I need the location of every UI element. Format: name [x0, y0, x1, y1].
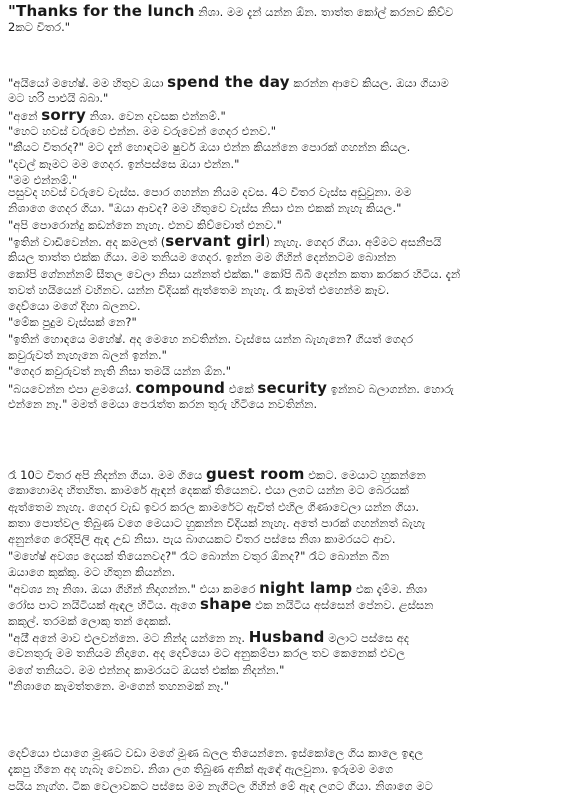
body-text: කියල තාත්ත එක්ක ගියා. මම තනියම ගෙදර. ඉන්න මම ගිහින් දෙන්නටම බොන්න	[8, 250, 396, 265]
body-text: "මේක පුදුම වැස්සක් නෙ?"	[8, 315, 137, 330]
text-line	[8, 74, 564, 91]
body-text: "අවශ්‍ය නෑ නිශා. ඔයා ගිහින් නිදාගන්න." එයා කමරෙ	[8, 582, 260, 597]
emphasis-text: guest room	[206, 466, 305, 483]
emphasis-text: spend the day	[167, 74, 290, 91]
body-text: මට හරි පාළුයි බබා."	[8, 91, 109, 106]
text-line	[8, 217, 564, 233]
text-line	[8, 580, 564, 597]
body-text: පයිය නැග්ග. ටික වෙලාවකට පස්සෙ මම නැගිටල ගිහින් මේ ඇඳ ලගට ගියා. නිශාගෙ මට	[8, 778, 433, 793]
emphasis-text: compound	[135, 379, 226, 397]
text-line	[8, 613, 564, 629]
body-text: "හෙට හවස් වරුවෙ එන්න. මම වරුවෙන් ගෙදර එනව."	[8, 123, 277, 138]
body-text: "නිශාගෙ කැමත්තනෙ. මංගෙන් තහනමක් නෑ."	[8, 678, 230, 693]
text-line	[8, 629, 564, 646]
body-text: "කීයට විතරද?" මට දැන් හොඳටම ෂුවර් ඔයා එන්න කියන්නෙ පොරක් ගහන්න කියල.	[8, 140, 411, 155]
body-text: "අපි පොරොන්දු කඩන්නෙ නැහැ. එනව කිව්වොත් එනව."	[8, 217, 282, 232]
body-text: "ඉතින් හොඳයෙ මහේෂ්. අද මෙහෙ නවතින්න. වැස්සෙ යන්න බැහැනෙ? ගියත් ගෙදර	[8, 331, 414, 346]
body-text: "දවල් කෑමට මම ගෙදර. ඉන්පස්සෙ ඔයා එන්න."	[8, 156, 240, 171]
text-line	[8, 282, 564, 298]
emphasis-text: security	[257, 379, 328, 397]
body-text: මලාට පස්සෙ අද	[324, 631, 409, 645]
text-line	[8, 3, 564, 20]
text-line	[8, 156, 564, 172]
body-text: ඇත්තෙම නැහැ. ගෙදර වැඩ ඉවර කරල කාමරේට ඇවිත් එහිල ගිණාවෙලා යන්න ගියා.	[8, 499, 420, 514]
text-line	[8, 380, 564, 397]
text-line	[8, 184, 564, 200]
text-line	[8, 466, 564, 483]
body-text: කොහොමද හිතහිත. කාමරේ ඇඳන් දෙකක් තියෙනව. එයා ලගට යන්න මට බෙරයක්	[8, 483, 409, 498]
body-text: "අනේ	[8, 108, 42, 123]
body-text: "මම එන්නම්."	[8, 172, 78, 187]
body-text: කෝපි ගේනන්නම් සීතල වෙලා නිසා යන්නත් එක්ක." කෝපි බිබී දෙන්න කතා කරකර හිටිය. දැන්	[8, 266, 461, 281]
text-line	[8, 482, 564, 498]
text-line	[8, 662, 564, 678]
body-text: ) නැහැ. ගෙදර ගියා. අම්මට අසනීපයි	[265, 234, 442, 249]
text-line	[8, 363, 564, 379]
body-text: රෝස පාට නයිටියක් ඇඳල හිටිය. ඇගෙ	[8, 598, 200, 613]
body-text: නිශාගෙ ගෙදර ගියා. "ඔයා ආවද? මම හිතුවෙ වැස්ස නිසා එන එකක් නැහැ කියල."	[8, 201, 402, 216]
body-text: රෑ 10ට විතර අපි නිදන්න ගියා. මම ගියෙ	[8, 468, 206, 482]
body-text: කතා පොත්වල තිබුණ වගෙ මෙයාට හුකන්න විදියක් නැහැ. අතේ පාරක් ගහන්නත් බැහැ	[8, 515, 426, 530]
body-text: එකේ	[225, 381, 258, 396]
body-text: අනුන්ගෙ රෙදිපිලි ඇඳ උඩ නිසා. පැය බාගයකට විතර පස්සෙ නිශා කාමරයට ආව.	[8, 532, 396, 547]
body-text: "මහේෂ් අවශ්‍ය දෙයක් තියෙනවද?" රෑට බොන්න වතුර ඕනද?" රෑට බොන්න බීන	[8, 548, 390, 563]
text-line	[8, 347, 564, 363]
emphasis-text: Husband	[248, 629, 325, 646]
text-line	[8, 396, 564, 412]
body-text: දැකපු හීනෙ අද හැබෑ වෙනව. නිශා ලග තිබුණ අනික් ඇඳේ ඇලවුනා. ඉරුමම මගෙ	[8, 762, 394, 777]
body-text: නිශා. වෙන දවසක එන්නම්."	[86, 108, 226, 123]
body-text: වෙනතුරු මම තනියම නිදාගෙ. අද දෙව්යො මට අනුකම්පා කරල තව කෙනෙක් එවල	[8, 646, 406, 661]
text-line	[8, 596, 564, 613]
body-text: "බයවෙන්න එපා ළමයෝ.	[8, 381, 136, 396]
emphasis-text: sorry	[41, 106, 87, 124]
emphasis-text: servant girl	[165, 232, 266, 250]
body-text: "ගෙදර කවුරුවත් නැති නිසා තමයි යන්න ඕන."	[8, 364, 232, 379]
text-line	[8, 233, 564, 250]
body-text: "ඉතින් වාඩිවෙන්න. අද කමලත් (	[8, 234, 166, 249]
text-line	[8, 107, 564, 124]
text-line	[8, 19, 564, 35]
text-line	[8, 745, 564, 761]
text-line	[8, 331, 564, 347]
body-text: එකට. මෙයාට හුකන්නෙ	[304, 468, 426, 482]
body-text: එක නයිටිය අස්සෙන් පේනව. ළස්සන	[251, 598, 434, 613]
text-line	[8, 531, 564, 547]
body-text: කරන්න ආවෙ කියල. ඔයා ගියාම	[289, 76, 449, 90]
body-text: "අයියෝ මහේෂ්. මම හිතුව ඔයා	[8, 76, 168, 90]
text-line	[8, 123, 564, 139]
text-line	[8, 314, 564, 330]
body-text: ඔයාගෙ කුක්කු. මට හිතුන කියන්න.	[8, 564, 176, 579]
body-text: කවුරුවත් නැහැනෙ බලන් ඉන්න."	[8, 348, 167, 362]
text-line	[8, 90, 564, 106]
text-line	[8, 249, 564, 265]
emphasis-text: night lamp	[259, 580, 353, 598]
text-line	[8, 678, 564, 694]
text-line	[8, 515, 564, 531]
text-line	[8, 778, 564, 794]
body-text: කකුල්. තරමක් ලොකු තන් දෙකක්.	[8, 613, 172, 628]
text-line	[8, 548, 564, 564]
emphasis-text: shape	[199, 596, 252, 614]
text-line	[8, 200, 564, 216]
body-text: දෙව්යො එයාගෙ මූණට වඩා මගේ මූණ බලල තියෙන්නෙ. ඉස්කෝලෙ ගිය කාලෙ ඉඳල	[8, 746, 424, 760]
body-text: පසුවද හවස් වරුවෙ වැස්ස. පොර ගහන්න නියම දවස. 4ට විතර වැස්ස අඩුවුනා. මම	[8, 185, 412, 199]
body-text: නිශා. මම දැන් යන්න ඕන. තාත්ත කෝල් කරනව කිව්ව	[194, 5, 454, 19]
text-line	[8, 761, 564, 777]
body-text: ඉන්නව බලාගන්න. හොරු	[327, 381, 454, 396]
body-text: දෙව්යො මගේ දිහා බලනව.	[8, 299, 141, 314]
body-text: 2කට විතර."	[8, 20, 71, 35]
body-text: එන්නෙ නෑ." මමත් මෙයා පෙරැත්ත කරන තුරු හිටියෙ නවතින්න.	[8, 396, 318, 411]
emphasis-text: "Thanks for the lunch	[8, 3, 195, 20]
text-line	[8, 499, 564, 515]
body-text: එක දැම්ම. නිශා	[352, 582, 428, 597]
text-line	[8, 298, 564, 314]
text-line	[8, 266, 564, 282]
text-line	[8, 564, 564, 580]
text-line	[8, 139, 564, 155]
body-text: තවත් හයියෙන් වහිනව. යන්න විදියක් ඇත්තෙම නැහැ. රෑ කෑමත් එහෙන්ම කෑව.	[8, 282, 390, 297]
body-text: "අයි් අනේ මාව එලවන්නෙ. මට නින්ද යන්නෙ නෑ.	[8, 631, 249, 645]
body-text: මගේ තනියට. මම එන්නද කාමරයට ඔයත් එක්ක නිදන්න."	[8, 662, 285, 677]
text-line	[8, 645, 564, 661]
